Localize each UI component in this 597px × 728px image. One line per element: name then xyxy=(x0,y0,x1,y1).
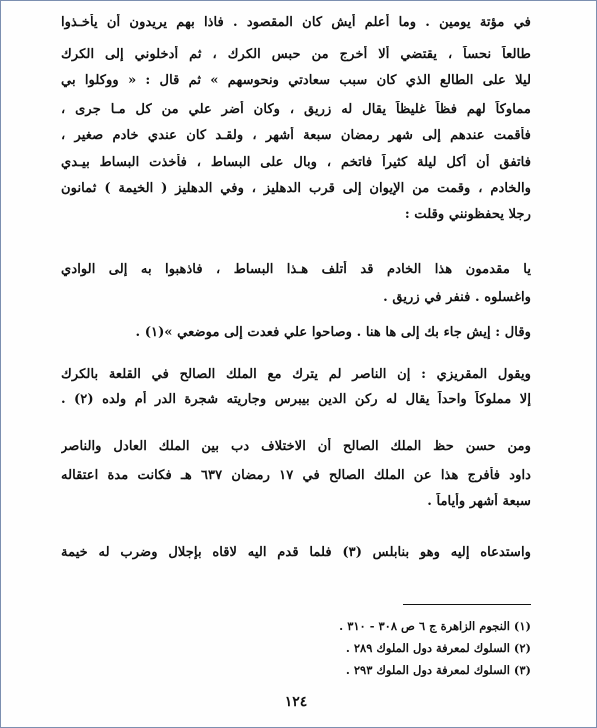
text-line: وقال : إيش جاء بك إلى ها هنا . وصاحوا علي فعدت إلى موضعي »(١) . xyxy=(135,325,531,340)
text-line: رجلا يحفظونني وقلت : xyxy=(404,207,531,222)
text-line: إلا مملوكاً واحداً يقال له ركن الدين بيبرس وجاريته شجرة الدر أم ولده (٢) . xyxy=(61,392,531,407)
text-line: داود فأفرج هذا عن الملك الصالح في ١٧ رمضان ٦٣٧ هـ فكانت مدة اعتقاله xyxy=(61,468,531,483)
text-line: في مؤتة يومين . وما أعلم أيش كان المقصود . فاذا بهم يريدون أن يأخـذوا xyxy=(61,15,531,30)
text-line: ويقول المقريزي : إن الناصر لم يترك مع الملك الصالح في القلعة بالكرك xyxy=(61,367,531,382)
text-line: والخادم ، وقمت من الإيوان إلى قرب الدهليز ، وفي الدهليز ( الخيمة ) ثمانون xyxy=(61,181,531,196)
text-line: يا مقدمون هذا الخادم قد أتلف هـذا البساط ، فاذهبوا به إلى الوادي xyxy=(61,262,531,277)
text-line: فأقمت عندهم إلى شهر رمضان سبعة أشهر ، ولقـد كان عندي خادم صغير ، xyxy=(61,128,531,143)
text-line: ومن حسن حظ الملك الصالح أن الاختلاف دب بين الملك العادل والناصر xyxy=(61,439,531,454)
footnote-divider xyxy=(403,604,531,605)
footnote: (٢) السلوك لمعرفة دول الملوك ٢٨٩ . xyxy=(345,641,531,655)
text-line: مماوكاً لهم فظاً غليظاً يقال له زريق ، وكان أضر علي من كل مـا جرى ، xyxy=(61,102,531,117)
text-line: سبعة أشهر وأياماً . xyxy=(427,494,531,509)
text-line: ليلا على الطالع الذي كان سبب سعادتي ونحوسهم » ثم قال : « ووكلوا بي xyxy=(61,73,531,88)
text-line: واغسلوه . فنفر في زريق . xyxy=(383,290,531,305)
text-line: طالعاً نحساً ، يقتضي ألا أخرج من حبس الكرك ، ثم أدخلوني إلى الكرك xyxy=(61,47,531,62)
text-line: فاتفق أن أكل ليلة كثيراً فاتخم ، وبال على البساط ، فأخذت البساط بيـدي xyxy=(61,155,531,170)
page-number: ١٢٤ xyxy=(284,694,308,710)
footnote: (١) النجوم الزاهرة ج ٦ ص ٣٠٨ - ٣١٠ . xyxy=(339,619,531,633)
footnote: (٣) السلوك لمعرفة دول الملوك ٢٩٣ . xyxy=(345,663,531,677)
text-line: واستدعاه إليه وهو بنابلس (٣) فلما قدم اليه لاقاه بإجلال وضرب له خيمة xyxy=(61,545,531,560)
